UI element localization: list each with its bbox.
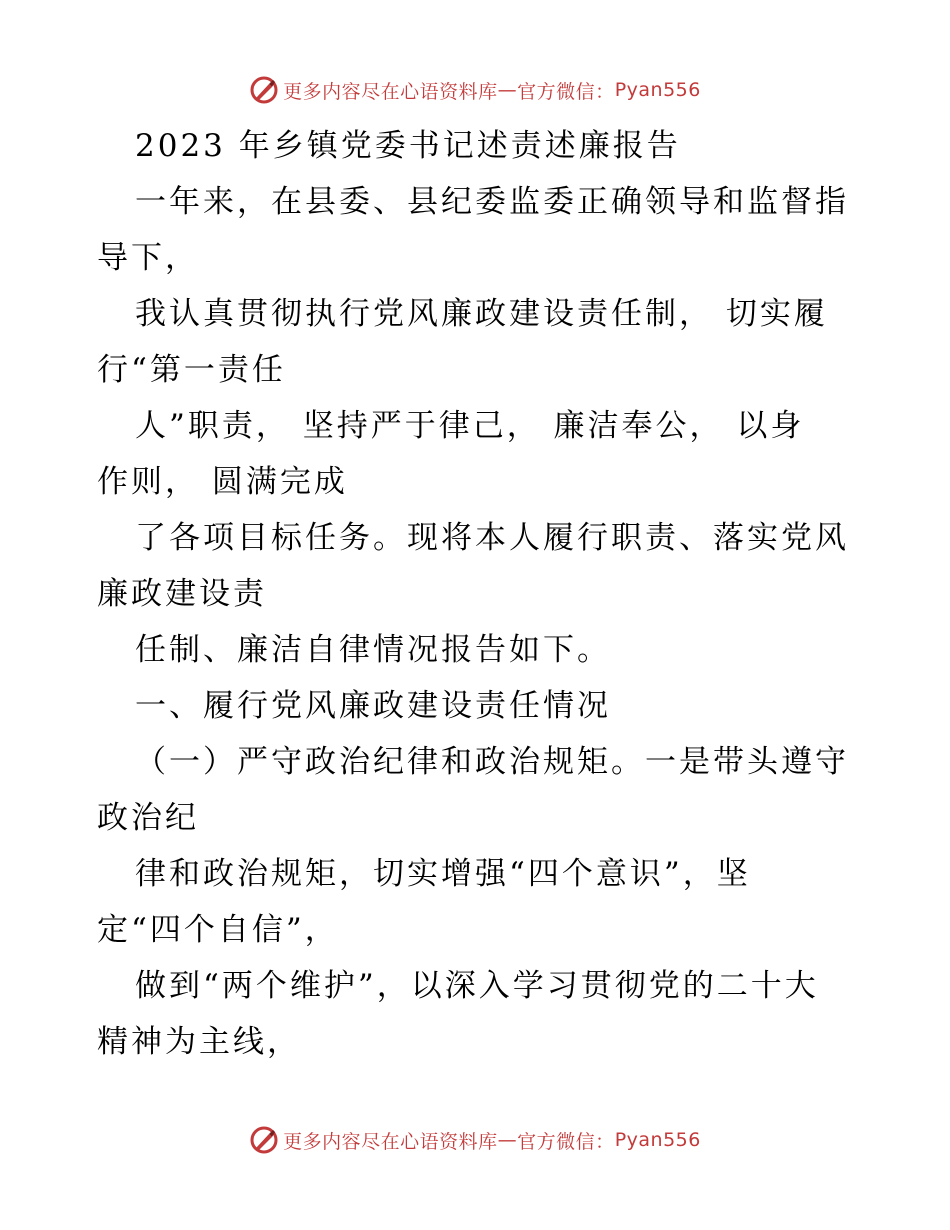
paragraph-line: 政治纪: [97, 800, 199, 836]
paragraph-line: 任制、廉洁自律情况报告如下。: [135, 632, 611, 668]
paragraph-line: 2023 年乡镇党委书记述责述廉报告: [135, 128, 681, 164]
watermark-id: Pyan556: [614, 1129, 701, 1151]
paragraph-line: 行“第一责任: [97, 352, 286, 388]
pen-logo-icon: [249, 75, 279, 105]
footer-watermark: [0, 1120, 950, 1160]
header-watermark: [0, 70, 950, 110]
watermark-id: Pyan556: [614, 79, 701, 101]
paragraph-line: 精神为主线，: [97, 1024, 301, 1060]
watermark-label: 官方微信：: [517, 1130, 615, 1153]
watermark-separator: —: [497, 1129, 518, 1151]
paragraph-line: 廉政建设责: [97, 576, 267, 612]
watermark-text: 更多内容尽在心语资料库: [283, 80, 498, 103]
pen-logo-icon: [249, 1125, 279, 1155]
document-body: [97, 118, 857, 1070]
watermark-text: 更多内容尽在心语资料库: [283, 1130, 498, 1153]
paragraph-line: 了各项目标任务。现将本人履行职责、落实党风: [135, 520, 849, 556]
paragraph-line: 做到“两个维护”，以深入学习贯彻党的二十大: [135, 968, 819, 1004]
paragraph-line: （一）严守政治纪律和政治规矩。一是带头遵守: [135, 744, 849, 780]
paragraph-line: 作则， 圆满完成: [97, 464, 348, 500]
paragraph-line: 我认真贯彻执行党风廉政建设责任制， 切实履: [135, 296, 828, 332]
paragraph-line: 一年来，在县委、县纪委监委正确领导和监督指: [135, 184, 849, 220]
paragraph-line: 导下，: [97, 240, 199, 276]
paragraph-line: 定“四个自信”，: [97, 912, 339, 948]
paragraph-line: 一、履行党风廉政建设责任情况: [135, 688, 611, 724]
paragraph-line: 人”职责， 坚持严于律己， 廉洁奉公， 以身: [135, 408, 805, 444]
watermark-label: 官方微信：: [517, 80, 615, 103]
paragraph-line: 律和政治规矩，切实增强“四个意识”，坚: [135, 856, 751, 892]
watermark-separator: —: [497, 79, 518, 101]
